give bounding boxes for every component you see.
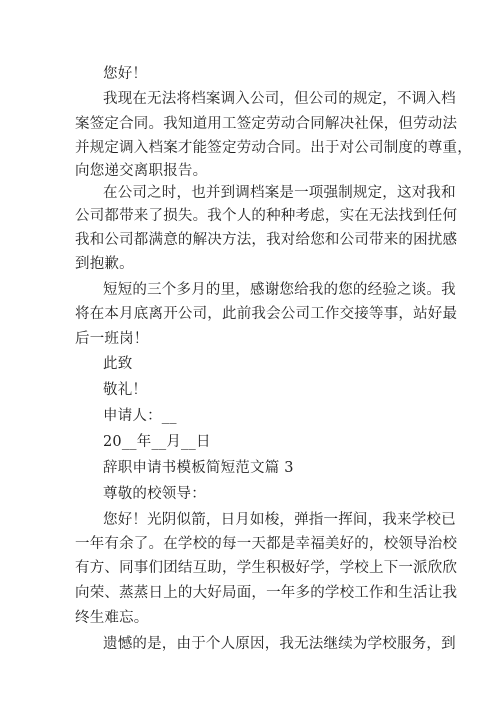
text-line: 公司都带来了损失。我个人的种种考虑，实在无法找到任何 — [75, 208, 458, 224]
text-line: 到抱歉。 — [75, 256, 134, 272]
applicant-line: 申请人：__ — [103, 408, 177, 424]
text-line: 短短的三个多月的里，感谢您给我的您的经验之谈。我 — [103, 282, 456, 298]
text-line: 我现在无法将档案调入公司，但公司的规定，不调入档 — [103, 91, 456, 107]
section-heading: 辞职申请书模板简短范文篇 3 — [103, 460, 294, 476]
text-line: 有方、同事们团结互助，学生积极好学，学校上下一派欣欣 — [75, 560, 458, 576]
text-line: 向您递交离职报告。 — [75, 163, 208, 179]
text-line-greeting: 您好！ — [103, 66, 148, 82]
text-line: 案签定合同。我知道用工签定劳动合同解决社保，但劳动法 — [75, 116, 458, 132]
text-line: 遗憾的是，由于个人原因，我无法继续为学校服务，到 — [103, 636, 456, 652]
text-line: 向荣、蒸蒸日上的大好局面，一年多的学校工作和生活让我 — [75, 585, 458, 601]
text-line: 后一班岗！ — [75, 331, 149, 347]
text-line: 终生难忘。 — [75, 610, 149, 626]
date-line: 20__年__月__日 — [103, 434, 211, 450]
text-line: 一年有余了。在学校的每一天都是幸福美好的，校领导治校 — [75, 536, 458, 552]
text-line-addressee: 尊敬的校领导： — [103, 486, 206, 502]
text-line: 在公司之时，也并到调档案是一项强制规定，这对我和 — [103, 185, 456, 201]
text-line: 我和公司都满意的解决方法，我对给您和公司带来的困扰感 — [75, 232, 458, 248]
text-line: 您好！光阴似箭，日月如梭，弹指一挥间，我来学校已 — [103, 512, 456, 528]
text-line: 并规定调入档案才能签定劳动合同。出于对公司制度的尊重， — [75, 140, 472, 156]
text-line-salutation: 敬礼！ — [103, 382, 148, 398]
text-line-closing: 此致 — [103, 356, 133, 372]
text-line: 将在本月底离开公司，此前我会公司工作交接等事，站好最 — [75, 306, 458, 322]
